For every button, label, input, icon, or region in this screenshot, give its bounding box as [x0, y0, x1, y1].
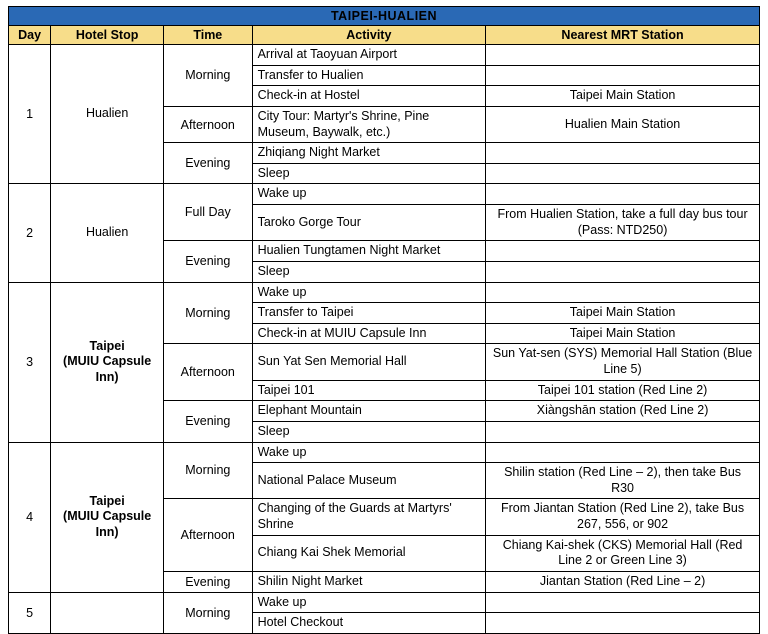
nearest-mrt-station: Taipei 101 station (Red Line 2): [486, 380, 760, 401]
activity: Sleep: [252, 421, 486, 442]
nearest-mrt-station: From Jiantan Station (Red Line 2), take Bus 267, 556, or 902: [486, 499, 760, 535]
activity: Sleep: [252, 261, 486, 282]
nearest-mrt-station: Jiantan Station (Red Line – 2): [486, 571, 760, 592]
activity: Sun Yat Sen Memorial Hall: [252, 344, 486, 380]
table-row: [9, 45, 760, 66]
activity: Hotel Checkout: [252, 613, 486, 634]
header-row: [9, 26, 760, 45]
nearest-mrt-station: Hualien Main Station: [486, 106, 760, 142]
day-number: 4: [9, 442, 51, 592]
nearest-mrt-station: Shilin station (Red Line – 2), then take Bus R30: [486, 463, 760, 499]
table-row: [9, 282, 760, 303]
nearest-mrt-station: [486, 282, 760, 303]
hotel-stop: [51, 282, 164, 442]
nearest-mrt-station: [486, 45, 760, 66]
nearest-mrt-station: Taipei Main Station: [486, 86, 760, 107]
activity: Zhiqiang Night Market: [252, 143, 486, 164]
activity: Check-in at MUIU Capsule Inn: [252, 323, 486, 344]
nearest-mrt-station: [486, 163, 760, 184]
activity: National Palace Museum: [252, 463, 486, 499]
hotel-stop: [51, 184, 164, 282]
nearest-mrt-station: [486, 592, 760, 613]
activity: Taroko Gorge Tour: [252, 205, 486, 241]
time-slot: Morning: [164, 45, 253, 107]
hotel-stop-line-1: Taipei: [89, 338, 125, 353]
time-slot: Evening: [164, 143, 253, 184]
activity: Changing of the Guards at Martyrs' Shrine: [252, 499, 486, 535]
hotel-stop-line-3: Inn): [95, 369, 119, 384]
time-slot: Afternoon: [164, 344, 253, 401]
activity: Sleep: [252, 163, 486, 184]
day-number: 5: [9, 592, 51, 633]
time-slot: Evening: [164, 401, 253, 442]
activity: Transfer to Taipei: [252, 303, 486, 324]
header-hotel-stop: Hotel Stop: [51, 26, 164, 45]
activity: Chiang Kai Shek Memorial: [252, 535, 486, 571]
activity: Transfer to Hualien: [252, 65, 486, 86]
time-slot: Morning: [164, 592, 253, 633]
time-slot: Morning: [164, 282, 253, 344]
itinerary-table: [8, 6, 760, 634]
activity: Elephant Mountain: [252, 401, 486, 422]
nearest-mrt-station: [486, 261, 760, 282]
day-number: 3: [9, 282, 51, 442]
activity: Hualien Tungtamen Night Market: [252, 241, 486, 262]
nearest-mrt-station: Xiàngshān station (Red Line 2): [486, 401, 760, 422]
nearest-mrt-station: [486, 613, 760, 634]
nearest-mrt-station: [486, 442, 760, 463]
hotel-stop: [51, 45, 164, 184]
title-row: [9, 7, 760, 26]
nearest-mrt-station: Taipei Main Station: [486, 323, 760, 344]
nearest-mrt-station: From Hualien Station, take a full day bus tour (Pass: NTD250): [486, 205, 760, 241]
nearest-mrt-station: [486, 241, 760, 262]
table-row: [9, 592, 760, 613]
time-slot: Evening: [164, 241, 253, 282]
nearest-mrt-station: [486, 65, 760, 86]
hotel-stop-line-3: Inn): [95, 524, 119, 539]
activity: Arrival at Taoyuan Airport: [252, 45, 486, 66]
header-day: Day: [9, 26, 51, 45]
hotel-stop-line-2: (MUIU Capsule: [63, 354, 152, 369]
time-slot: Evening: [164, 571, 253, 592]
hotel-stop: [51, 592, 164, 633]
day-number: 1: [9, 45, 51, 184]
header-nearest-mrt: Nearest MRT Station: [486, 26, 760, 45]
activity: City Tour: Martyr's Shrine, Pine Museum, Baywalk, etc.): [252, 106, 486, 142]
nearest-mrt-station: [486, 421, 760, 442]
hotel-stop-line-2: (MUIU Capsule: [63, 509, 152, 524]
header-activity: Activity: [252, 26, 486, 45]
nearest-mrt-station: Taipei Main Station: [486, 303, 760, 324]
table-row: [9, 442, 760, 463]
hotel-stop-line-1: Hualien: [85, 225, 129, 240]
time-slot: Afternoon: [164, 499, 253, 572]
activity: Wake up: [252, 592, 486, 613]
activity: Shilin Night Market: [252, 571, 486, 592]
nearest-mrt-station: [486, 143, 760, 164]
day-number: 2: [9, 184, 51, 282]
nearest-mrt-station: Sun Yat-sen (SYS) Memorial Hall Station (Blue Line 5): [486, 344, 760, 380]
activity: Wake up: [252, 442, 486, 463]
activity: Wake up: [252, 184, 486, 205]
activity: Taipei 101: [252, 380, 486, 401]
activity: Wake up: [252, 282, 486, 303]
hotel-stop-line-1: Taipei: [89, 493, 125, 508]
nearest-mrt-station: [486, 184, 760, 205]
page-title: TAIPEI-HUALIEN: [9, 7, 760, 26]
table-row: [9, 184, 760, 205]
activity: Check-in at Hostel: [252, 86, 486, 107]
time-slot: Full Day: [164, 184, 253, 241]
hotel-stop: [51, 442, 164, 592]
nearest-mrt-station: Chiang Kai-shek (CKS) Memorial Hall (Red Line 2 or Green Line 3): [486, 535, 760, 571]
header-time: Time: [164, 26, 253, 45]
hotel-stop-line-1: Hualien: [85, 106, 129, 121]
time-slot: Afternoon: [164, 106, 253, 142]
time-slot: Morning: [164, 442, 253, 499]
